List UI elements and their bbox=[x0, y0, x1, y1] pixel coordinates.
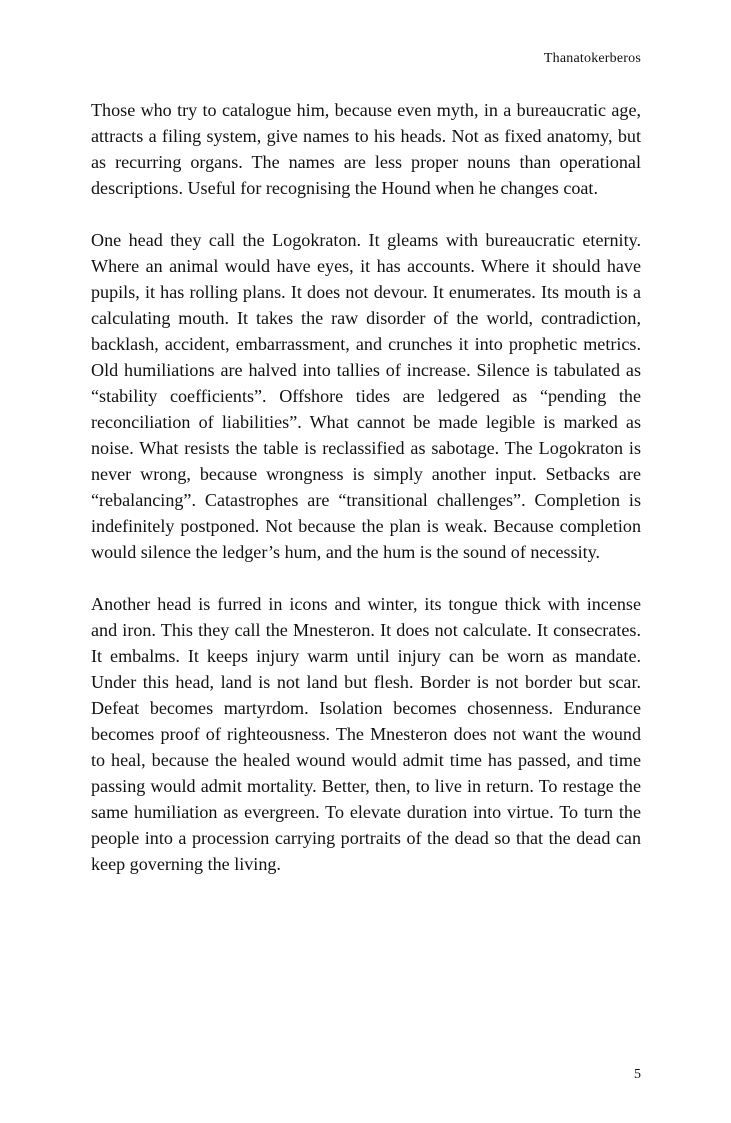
page-number: 5 bbox=[634, 1067, 641, 1082]
running-head-title: Thanatokerberos bbox=[543, 51, 641, 66]
body-text bbox=[91, 97, 641, 877]
paragraph-logokraton: One head they call the Logokraton. It gleams with bureaucratic eternity. Where an animal would have eyes, it has accounts. Where it should have pupils, it has rolling plans. It does not devour. It enumerates. Its mouth is a calculating mouth. It takes the raw disorder of the world, contradiction, backlash, accident, embarrassment, and crunches it into prophetic metrics. Old humiliations are halved into tallies of increase. Silence is tabulated as “stability coefficients”. Offshore tides are ledgered as “pending the reconciliation of liabilities”. What cannot be made legible is marked as noise. What resists the table is reclassified as sabotage. The Logokraton is never wrong, because wrongness is simply another input. Setbacks are “rebalancing”. Catastrophes are “transitional challenges”. Completion is indefinitely postponed. Not because the plan is weak. Because completion would silence the ledger’s hum, and the hum is the sound of necessity. bbox=[91, 230, 641, 562]
paragraph-catalogue: Those who try to catalogue him, because even myth, in a bureaucratic age, attracts a filing system, give names to his heads. Not as fixed anatomy, but as recurring organs. The names are less proper nouns than operational descriptions. Useful for recognising the Hound when he changes coat. bbox=[91, 100, 641, 198]
paragraph-mnesteron: Another head is furred in icons and winter, its tongue thick with incense and iron. This they call the Mnesteron. It does not calculate. It consecrates. It embalms. It keeps injury warm until injury can be worn as mandate. Under this head, land is not land but flesh. Border is not border but scar. Defeat becomes martyrdom. Isolation becomes chosenness. Endurance becomes proof of righteousness. The Mnesteron does not want the wound to heal, because the healed wound would admit time has passed, and time passing would admit mortality. Better, then, to live in return. To restage the same humiliation as evergreen. To elevate duration into virtue. To turn the people into a procession carrying portraits of the dead so that the dead can keep governing the living. bbox=[91, 594, 641, 874]
